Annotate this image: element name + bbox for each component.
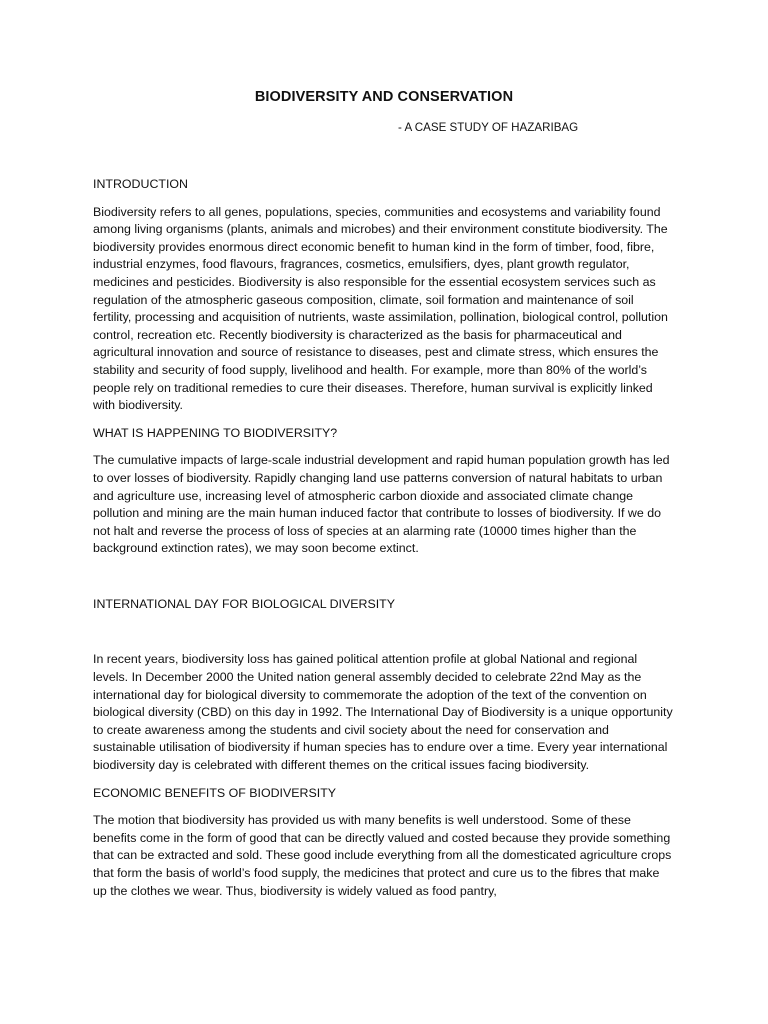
document-title: BIODIVERSITY AND CONSERVATION xyxy=(254,89,514,105)
paragraph-economic-benefits: The motion that biodiversity has provided us with many benefits is well understood. Some of these benefits come in the form of good that can be directly valued and costed because they provide something that can be extracted and sold. These good include everything from all the domesticated agriculture crops that form the basis of world’s food supply, the medicines that protect and cure us to the fibres that make up the clothes we wear. Thus, biodiversity is widely valued as food pantry, xyxy=(93,813,672,898)
paragraph-international-day: In recent years, biodiversity loss has gained political attention profile at global National and regional levels. In December 2000 the United nation general assembly decided to celebrate 22nd May as the international day for biological diversity to commemorate the adoption of the text of the convention on biological diversity (CBD) on this day in 1992. The International Day of Biodiversity is a unique opportunity to create awareness among the students and civil society about the need for conservation and sustainable utilisation of biodiversity if human species has to endure over a time. Every year international biodiversity day is celebrated with different themes on the critical issues facing biodiversity. xyxy=(93,652,673,773)
document-subtitle: - A CASE STUDY OF HAZARIBAG xyxy=(398,121,579,134)
section-heading-economic-benefits: ECONOMIC BENEFITS OF BIODIVERSITY xyxy=(93,785,337,800)
section-heading-what-is-happening: WHAT IS HAPPENING TO BIODIVERSITY? xyxy=(93,425,338,440)
section-heading-international-day: INTERNATIONAL DAY FOR BIOLOGICAL DIVERSITY xyxy=(93,596,396,611)
paragraph-what-is-happening: The cumulative impacts of large-scale industrial development and rapid human population growth has led to over losses of biodiversity. Rapidly changing land use patterns conversion of natural habitats to urban and agriculture use, increasing level of atmospheric carbon dioxide and associated climate change pollution and mining are the main human induced factor that contribute to losses of biodiversity. If we do not halt and reverse the process of loss of species at an alarming rate (10000 times higher than the background extinction rates), we may soon become extinct. xyxy=(93,453,670,556)
document-body xyxy=(93,176,673,900)
section-heading-introduction: INTRODUCTION xyxy=(93,177,188,191)
paragraph-introduction: Biodiversity refers to all genes, populations, species, communities and ecosystems and variability found among living organisms (plants, animals and microbes) and their environment constitute biodiversity. The biodiversity provides enormous direct economic benefit to human kind in the form of timber, food, fibre, industrial enzymes, food flavours, fragrances, cosmetics, emulsifiers, dyes, plant growth regulator, medicines and pesticides. Biodiversity is also responsible for the essential ecosystem services such as regulation of the atmospheric gaseous composition, climate, soil formation and maintenance of soil fertility, processing and acquisition of nutrients, waste assimilation, pollination, biological control, pollution control, recreation etc. Recently biodiversity is characterized as the basis for pharmaceutical and agricultural innovation and source of resistance to diseases, pest and climate stress, which ensures the stability and security of food supply, livelihood and health. For example, more than 80% of the world’s people rely on traditional remedies to cure their diseases. Therefore, human survival is explicitly linked with biodiversity. xyxy=(93,204,668,413)
